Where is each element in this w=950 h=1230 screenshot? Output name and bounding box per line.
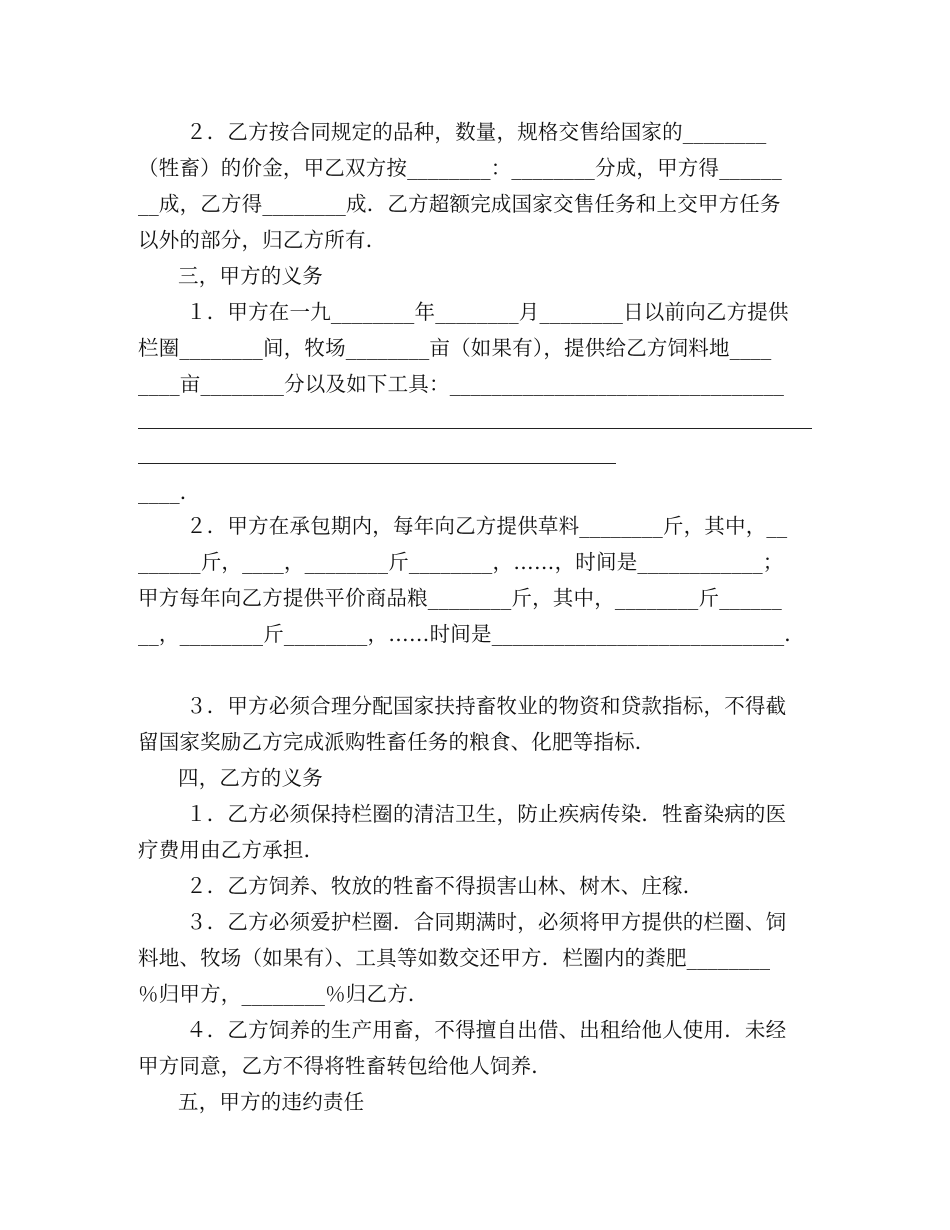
section-3-heading: 三，甲方的义务 bbox=[178, 264, 323, 288]
section-4-item-3-line-3: ％归甲方，________％归乙方． bbox=[138, 982, 429, 1006]
section-3-item-1-line-4: ____． bbox=[138, 480, 201, 504]
section-3-item-2-line-4: __，________斤________，……时间是____________________________． bbox=[138, 622, 805, 646]
section-4-heading: 四，乙方的义务 bbox=[178, 766, 323, 790]
section-4-item-4-line-2: 甲方同意，乙方不得将牲畜转包给他人饲养． bbox=[138, 1054, 552, 1078]
section-4-item-3-line-1: ３．乙方必须爱护栏圈．合同期满时，必须将甲方提供的栏圈、饲 bbox=[186, 910, 787, 934]
section-4-item-4-line-1: ４．乙方饲养的生产用畜，不得擅自出借、出租给他人使用．未经 bbox=[186, 1018, 787, 1042]
clause-2-line-2: （牲畜）的价金，甲乙双方按________：________分成，甲方得______ bbox=[138, 156, 782, 180]
section-3-item-2-line-2: ______斤，____，________斤________，……，时间是____________； bbox=[138, 550, 784, 574]
section-3-item-2-line-1: ２．甲方在承包期内，每年向乙方提供草料________斤，其中，__ bbox=[186, 514, 788, 538]
blank-rule bbox=[138, 428, 812, 429]
section-3-item-3-line-2: 留国家奖励乙方完成派购牲畜任务的粮食、化肥等指标． bbox=[138, 730, 656, 754]
section-3-item-1-line-2: 栏圈________间，牧场________亩（如果有），提供给乙方饲料地____ bbox=[138, 336, 772, 360]
section-4-item-2-line-1: ２．乙方饲养、牧放的牲畜不得损害山林、树木、庄稼． bbox=[186, 874, 704, 898]
section-3-item-1-line-3: ____亩________分以及如下工具：________________________________ bbox=[138, 372, 785, 396]
clause-2-line-4: 以外的部分，归乙方所有． bbox=[138, 228, 387, 252]
section-3-item-2-line-3: 甲方每年向乙方提供平价商品粮________斤，其中，________斤______ bbox=[138, 586, 782, 610]
section-4-item-1-line-1: １．乙方必须保持栏圈的清洁卫生，防止疾病传染．牲畜染病的医 bbox=[186, 802, 787, 826]
section-4-item-1-line-2: 疗费用由乙方承担． bbox=[138, 838, 325, 862]
section-4-item-3-line-2: 料地、牧场（如果有）、工具等如数交还甲方．栏圈内的粪肥________ bbox=[138, 946, 771, 970]
blank-rule bbox=[138, 463, 616, 464]
clause-2-line-3: __成，乙方得________成．乙方超额完成国家交售任务和上交甲方任务 bbox=[138, 192, 781, 216]
section-5-heading: 五，甲方的违约责任 bbox=[178, 1090, 365, 1114]
section-3-item-1-line-1: １．甲方在一九________年________月________日以前向乙方提供 bbox=[186, 300, 789, 324]
clause-2-line-1: ２．乙方按合同规定的品种，数量，规格交售给国家的________ bbox=[186, 120, 767, 144]
section-3-item-3-line-1: ３．甲方必须合理分配国家扶持畜牧业的物资和贷款指标，不得截 bbox=[186, 694, 787, 718]
